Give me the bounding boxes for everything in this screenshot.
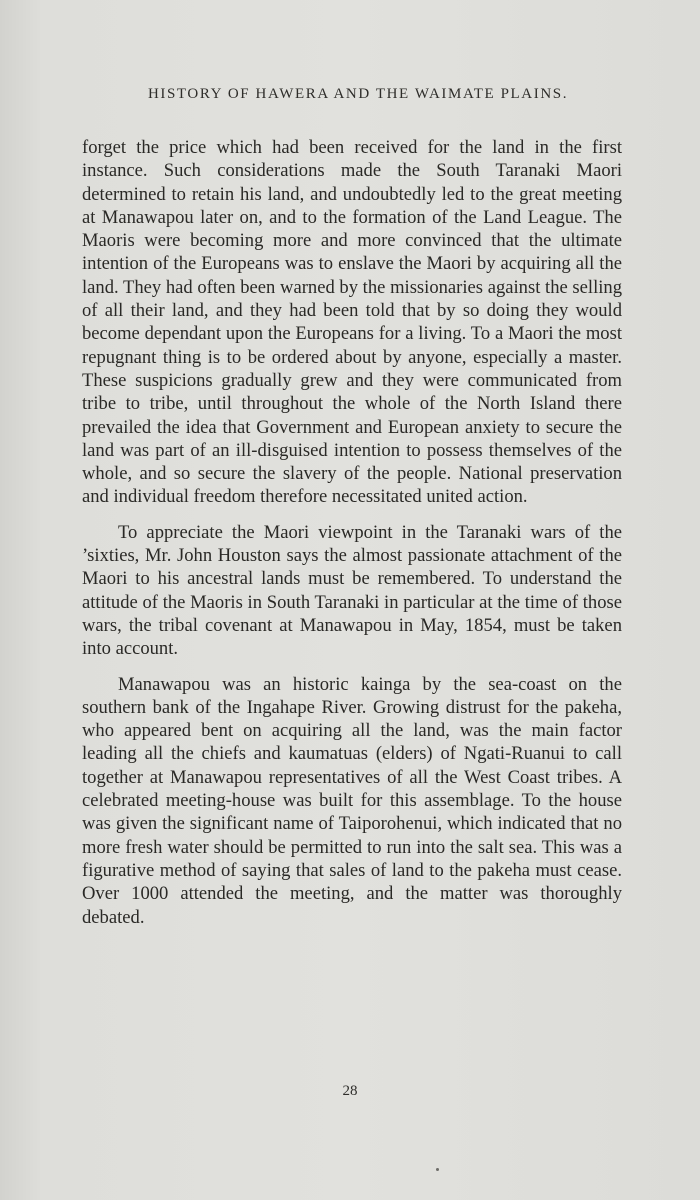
- paragraph-3: Manawapou was an historic kainga by the sea-coast on the southern bank of the Ingahape River. Growing distrust for the pakeha, who appeared bent on acquiring all the land, was the main factor leading all the chiefs and kaumatuas (elders) of Ngati-Ruanui to call together at Manawapou representatives of all the West Coast tribes. A celebrated meeting-house was built for this assemblage. To the house was given the significant name of Taiporohenui, which indicated that no more fresh water should be permitted to run into the salt sea. This was a figurative method of saying that sales of land to the pakeha must cease. Over 1000 attended the meeting, and the matter was thoroughly debated.: [82, 673, 622, 928]
- paragraph-1: forget the price which had been received for the land in the first instance. Such considerations made the South Taranaki Maori determined to retain his land, and undoubtedly led to the great meeting at Manawapou later on, and to the formation of the Land League. The Maoris were becoming more and more convinced that the ultimate intention of the Europeans was to enslave the Maori by acquiring all the land. They had often been warned by the missionaries against the selling of all their land, and they had been told that by so doing they would become dependant upon the Europeans for a living. To a Maori the most repugnant thing is to be ordered about by anyone, especially a master. These suspicions gradually grew and they were communicated from tribe to tribe, until throughout the whole of the North Island there prevailed the idea that Government and European anxiety to secure the land was part of an ill-disguised intention to possess themselves of the whole, and so secure the slavery of the people. National preservation and individual freedom therefore necessitated united action.: [82, 137, 622, 508]
- page-number: 28: [342, 1083, 358, 1099]
- paragraph-2: To appreciate the Maori viewpoint in the Taranaki wars of the ’sixties, Mr. John Houston says the almost passionate attachment of the Maori to his ancestral lands must be remembered. To understand the attitude of the Maoris in South Taranaki in particular at the time of those wars, the tribal covenant at Manawapou in May, 1854, must be taken into account.: [82, 521, 622, 660]
- running-head: HISTORY OF HAWERA AND THE WAIMATE PLAINS.: [147, 86, 569, 102]
- paper-speck: [436, 1168, 439, 1171]
- body-text: [82, 136, 622, 929]
